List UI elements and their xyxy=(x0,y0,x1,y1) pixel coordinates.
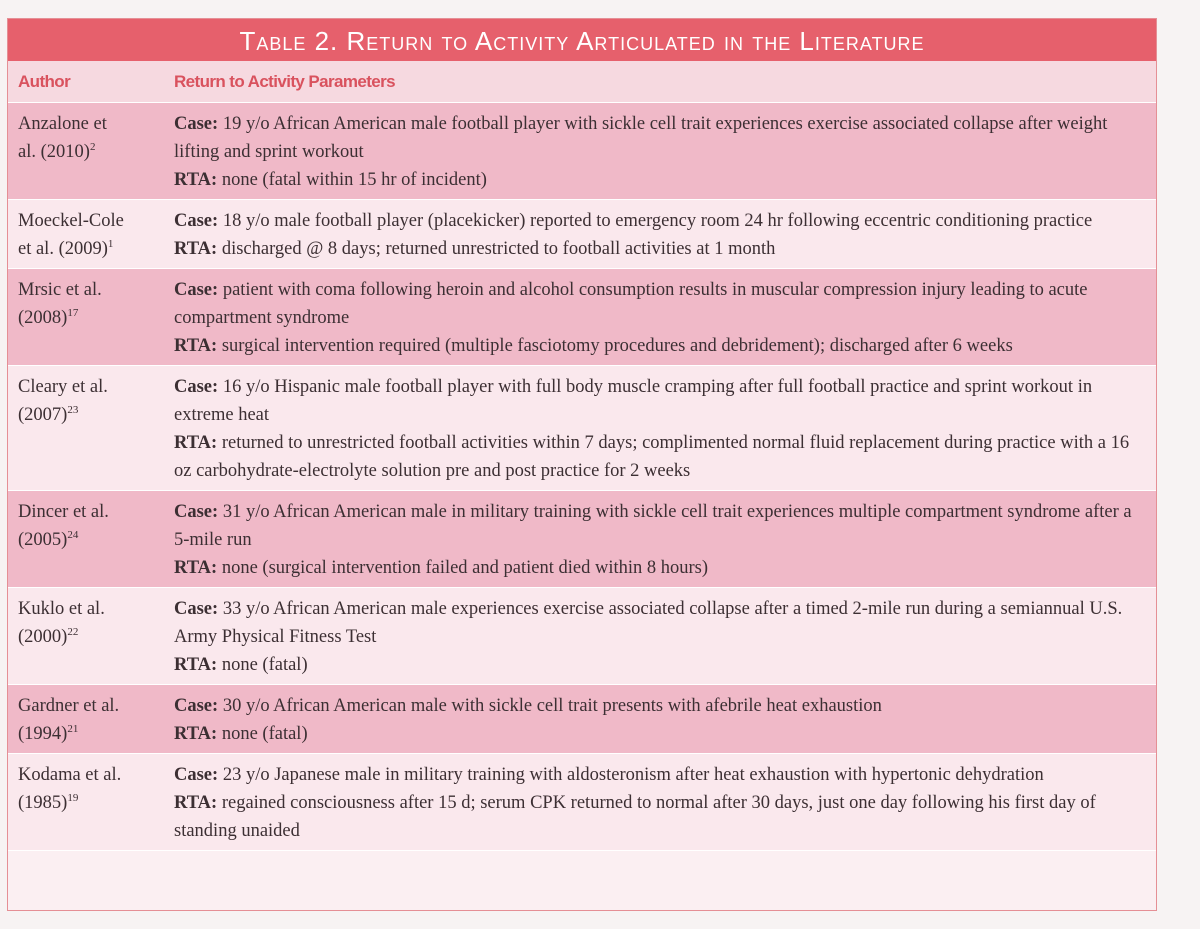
reference-number: 1 xyxy=(107,238,114,250)
rta-entry xyxy=(174,720,1150,748)
rta-text: none (fatal) xyxy=(221,724,308,744)
author-cell xyxy=(8,200,168,269)
case-label: Case: xyxy=(174,599,219,619)
reference-number: 2 xyxy=(89,141,96,153)
reference-number: 17 xyxy=(67,307,79,319)
author-name: Kodama et al. xyxy=(18,765,122,785)
author-cell xyxy=(8,269,168,366)
parameters-cell xyxy=(168,491,1156,588)
author-cell xyxy=(8,103,168,200)
author-cell xyxy=(8,685,168,754)
parameters-cell xyxy=(168,685,1156,754)
case-label: Case: xyxy=(174,377,219,397)
rta-table xyxy=(8,61,1156,851)
table-row xyxy=(8,103,1156,200)
case-text: 19 y/o African American male football player with sickle cell trait experiences exercise associated collapse after weight lifting and sprint workout xyxy=(174,114,1108,162)
reference-number: 23 xyxy=(67,404,79,416)
author-name: Mrsic et al. xyxy=(18,280,102,300)
parameters-cell xyxy=(168,103,1156,200)
rta-entry xyxy=(174,332,1150,360)
table-row xyxy=(8,366,1156,491)
rta-label: RTA: xyxy=(174,793,218,813)
author-cell xyxy=(8,366,168,491)
case-label: Case: xyxy=(174,280,219,300)
rta-label: RTA: xyxy=(174,170,218,190)
case-entry xyxy=(174,276,1150,332)
case-label: Case: xyxy=(174,696,219,716)
table-row xyxy=(8,588,1156,685)
rta-entry xyxy=(174,166,1150,194)
case-label: Case: xyxy=(174,765,219,785)
rta-label: RTA: xyxy=(174,239,218,259)
author-year: (2007) xyxy=(18,405,68,425)
author-year: (2008) xyxy=(18,308,68,328)
parameters-cell xyxy=(168,200,1156,269)
author-cell xyxy=(8,491,168,588)
case-label: Case: xyxy=(174,211,219,231)
table-row xyxy=(8,685,1156,754)
author-year: et al. (2009) xyxy=(18,239,108,259)
table-header-row xyxy=(8,61,1156,103)
case-text: 33 y/o African American male experiences exercise associated collapse after a timed 2-mile run during a semiannual U.S. Army Physical Fitness Test xyxy=(174,599,1123,647)
rta-entry xyxy=(174,789,1150,845)
rta-text: regained consciousness after 15 d; serum CPK returned to normal after 30 days, just one day following his first day of standing unaided xyxy=(174,793,1096,841)
rta-text: discharged @ 8 days; returned unrestricted to football activities at 1 month xyxy=(221,239,776,259)
reference-number: 19 xyxy=(67,792,79,804)
reference-number: 24 xyxy=(67,529,79,541)
reference-number: 21 xyxy=(67,723,79,735)
author-cell xyxy=(8,588,168,685)
rta-entry xyxy=(174,235,1150,263)
case-text: 23 y/o Japanese male in military training with aldosteronism after heat exhaustion with hypertonic dehydration xyxy=(222,765,1044,785)
author-name: Anzalone et xyxy=(18,114,107,134)
rta-label: RTA: xyxy=(174,558,218,578)
parameters-cell xyxy=(168,754,1156,851)
author-name: Kuklo et al. xyxy=(18,599,105,619)
author-year: (2000) xyxy=(18,627,68,647)
author-cell xyxy=(8,754,168,851)
rta-text: none (surgical intervention failed and patient died within 8 hours) xyxy=(221,558,709,578)
case-text: 18 y/o male football player (placekicker) reported to emergency room 24 hr following eccentric conditioning practice xyxy=(222,211,1093,231)
rta-text: returned to unrestricted football activities within 7 days; complimented normal fluid replacement during practice with a 16 oz carbohydrate-electrolyte solution pre and post practice for 2 weeks xyxy=(174,433,1130,481)
case-entry xyxy=(174,595,1150,651)
author-name: Gardner et al. xyxy=(18,696,120,716)
rta-label: RTA: xyxy=(174,724,218,744)
author-year: (1985) xyxy=(18,793,68,813)
case-entry xyxy=(174,373,1150,429)
rta-entry xyxy=(174,651,1150,679)
case-entry xyxy=(174,110,1150,166)
author-name: Dincer et al. xyxy=(18,502,109,522)
author-year: al. (2010) xyxy=(18,142,90,162)
table-row xyxy=(8,269,1156,366)
rta-text: none (fatal within 15 hr of incident) xyxy=(221,170,487,190)
case-entry xyxy=(174,761,1150,789)
rta-entry xyxy=(174,554,1150,582)
case-label: Case: xyxy=(174,114,219,134)
literature-table xyxy=(7,18,1157,911)
case-label: Case: xyxy=(174,502,219,522)
rta-label: RTA: xyxy=(174,655,218,675)
author-column-header: Author xyxy=(8,61,168,103)
case-entry xyxy=(174,207,1150,235)
rta-label: RTA: xyxy=(174,433,218,453)
rta-entry xyxy=(174,429,1150,485)
author-year: (1994) xyxy=(18,724,68,744)
table-body xyxy=(8,103,1156,851)
author-name: Cleary et al. xyxy=(18,377,108,397)
rta-text: surgical intervention required (multiple fasciotomy procedures and debridement); discharged after 6 weeks xyxy=(221,336,1013,356)
case-text: patient with coma following heroin and alcohol consumption results in muscular compression injury leading to acute compartment syndrome xyxy=(174,280,1088,328)
case-entry xyxy=(174,498,1150,554)
table-row xyxy=(8,200,1156,269)
case-text: 16 y/o Hispanic male football player with full body muscle cramping after full football practice and sprint workout in extreme heat xyxy=(174,377,1093,425)
parameters-cell xyxy=(168,366,1156,491)
parameters-cell xyxy=(168,588,1156,685)
reference-number: 22 xyxy=(67,626,79,638)
table-row xyxy=(8,491,1156,588)
table-title: Table 2. Return to Activity Articulated in the Literature xyxy=(8,19,1156,61)
rta-label: RTA: xyxy=(174,336,218,356)
table-row xyxy=(8,754,1156,851)
parameters-cell xyxy=(168,269,1156,366)
case-text: 30 y/o African American male with sickle cell trait presents with afebrile heat exhaustion xyxy=(222,696,882,716)
rta-text: none (fatal) xyxy=(221,655,308,675)
author-year: (2005) xyxy=(18,530,68,550)
case-entry xyxy=(174,692,1150,720)
author-name: Moeckel-Cole xyxy=(18,211,124,231)
case-text: 31 y/o African American male in military training with sickle cell trait experiences multiple compartment syndrome after a 5-mile run xyxy=(174,502,1132,550)
params-column-header: Return to Activity Parameters xyxy=(168,61,1156,103)
